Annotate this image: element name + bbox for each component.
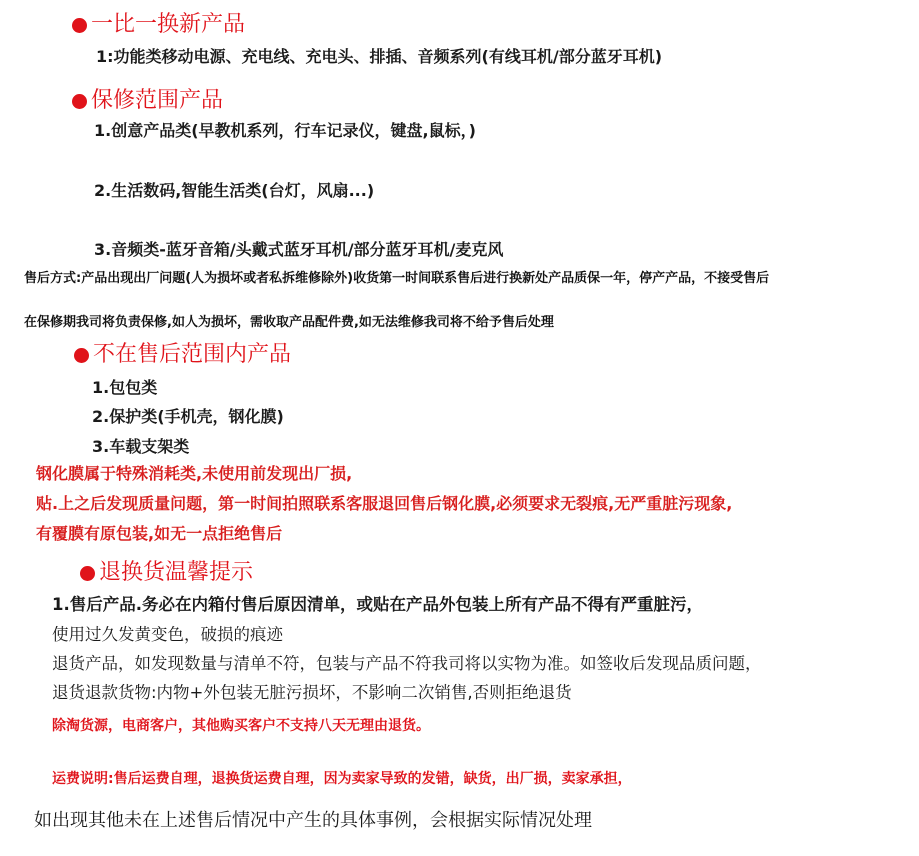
- exchange-item: 1:功能类移动电源、充电线、充电头、排插、音频系列(有线耳机/部分蓝牙耳机): [96, 47, 663, 66]
- excluded-red-note: 有覆膜有原包装,如无一点拒绝售后: [36, 524, 283, 543]
- section-heading-tips: [80, 562, 253, 584]
- warranty-item: 3.音频类-蓝牙音箱/头戴式蓝牙耳机/部分蓝牙耳机/麦克风: [94, 240, 504, 259]
- bullet-dot-icon: [72, 94, 87, 109]
- excluded-red-note: 钢化膜属于特殊消耗类,未使用前发现出厂损,: [36, 464, 353, 483]
- warranty-note: 在保修期我司将负责保修,如人为损坏，需收取产品配件费,如无法维修我司将不给予售后处理: [24, 315, 554, 330]
- excluded-item: 3.车载支架类: [92, 437, 190, 456]
- section-heading-excluded: [74, 344, 291, 366]
- section-title: 不在售后范围内产品: [93, 342, 292, 367]
- excluded-red-note: 贴.上之后发现质量问题，第一时间拍照联系客服退回售后钢化膜,必须要求无裂痕,无严重脏污现象,: [36, 494, 733, 513]
- tips-line: 退货退款货物:内物+外包装无脏污损坏，不影响二次销售,否则拒绝退货: [52, 683, 572, 702]
- section-title: 保修范围产品: [91, 88, 224, 113]
- warranty-item: 1.创意产品类(早教机系列，行车记录仪，键盘,鼠标，): [94, 121, 476, 140]
- section-title: 退换货温馨提示: [99, 560, 254, 585]
- tips-red-line: 除淘货源，电商客户，其他购买客户不支持八天无理由退货。: [52, 718, 430, 734]
- section-heading-warranty: [72, 90, 223, 112]
- tips-red-line: 运费说明:售后运费自理，退换货运费自理，因为卖家导致的发错，缺货，出厂损，卖家承担，: [52, 771, 632, 787]
- section-heading-exchange: [72, 14, 245, 36]
- excluded-item: 1.包包类: [92, 378, 158, 397]
- tips-line: 退货产品，如发现数量与清单不符，包装与产品不符我司将以实物为准。如签收后发现品质问题，: [52, 654, 762, 673]
- warranty-item: 2.生活数码,智能生活类(台灯，风扇...): [94, 181, 375, 200]
- bullet-dot-icon: [72, 18, 87, 33]
- tips-final-line: 如出现其他未在上述售后情况中产生的具体事例，会根据实际情况处理: [34, 810, 592, 831]
- warranty-note: 售后方式:产品出现出厂问题(人为损坏或者私拆维修除外)收货第一时间联系售后进行换新处产品质保一年，停产产品，不接受售后: [24, 271, 770, 286]
- section-title: 一比一换新产品: [91, 12, 246, 37]
- bullet-dot-icon: [74, 348, 89, 363]
- excluded-item: 2.保护类(手机壳，钢化膜): [92, 407, 284, 426]
- tips-line: 1.售后产品.务必在内箱付售后原因清单，或贴在产品外包装上所有产品不得有严重脏污，: [52, 595, 704, 614]
- tips-line: 使用过久发黄变色，破损的痕迹: [52, 625, 283, 644]
- bullet-dot-icon: [80, 566, 95, 581]
